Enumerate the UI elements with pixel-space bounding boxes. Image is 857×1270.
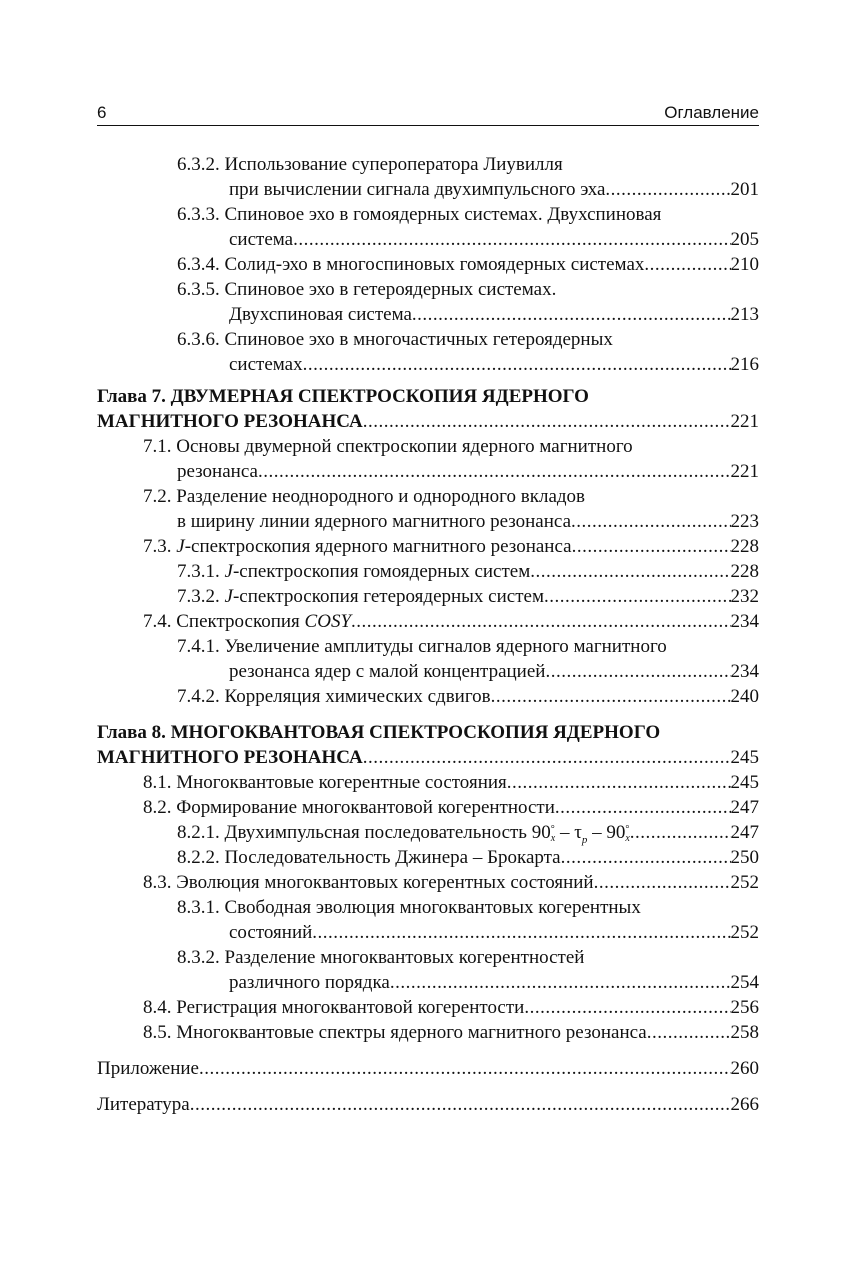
page-number: 6 [97, 103, 107, 122]
toc-entry-8-4[interactable] [97, 995, 759, 1020]
toc-page-number: 250 [730, 847, 759, 868]
toc-entry-8-1[interactable] [97, 770, 759, 795]
toc-entry-title: Спиновое эхо в гомоядерных системах. Двухспиновая [224, 204, 662, 225]
toc-entry-number: 7.4.2. [177, 686, 220, 707]
toc-entry-7-4-1[interactable] [97, 634, 759, 659]
leader-dots [303, 352, 731, 377]
toc-page-number: 240 [730, 686, 759, 707]
toc-page-number: 216 [730, 354, 759, 375]
toc-entry-number: 7.4.1. [177, 636, 220, 657]
toc-entry-7-2-cont[interactable] [97, 509, 759, 534]
toc-page-number: 245 [730, 747, 759, 768]
leader-dots [555, 795, 731, 820]
toc-page-number: 228 [730, 536, 759, 557]
subscript-x: x [550, 832, 556, 844]
toc-entry-8-3-2-cont[interactable] [97, 970, 759, 995]
toc-entry-title: системах [229, 354, 303, 375]
j-symbol: J [224, 586, 233, 607]
toc-entry-6-3-6[interactable] [97, 327, 759, 352]
toc-chapter-8[interactable] [97, 720, 759, 745]
chapter-title: Глава 7. ДВУМЕРНАЯ СПЕКТРОСКОПИЯ ЯДЕРНОГО [97, 386, 589, 407]
pulse-sequence: – 90 [587, 822, 626, 843]
toc-page-number: 223 [730, 511, 759, 532]
toc-entry-title: состояний [229, 922, 313, 943]
toc-entry-6-3-3-cont[interactable] [97, 227, 759, 252]
toc-page-number: 266 [730, 1094, 759, 1115]
toc-entry-title: Спиновое эхо в многочастичных гетероядерных [224, 329, 613, 350]
degree-mark: ° [625, 823, 630, 835]
toc-entry-title: -спектроскопия ядерного магнитного резонанса [184, 536, 572, 557]
toc-entry-title: Использование супероператора Лиувилля [224, 154, 563, 175]
toc-entry-number: 7.4. [143, 611, 172, 632]
subscript-p: p [581, 833, 588, 846]
toc-page-number: 234 [730, 661, 759, 682]
toc-page-number: 221 [730, 461, 759, 482]
toc-page-number: 201 [730, 179, 759, 200]
leader-dots [647, 1020, 731, 1045]
toc-entry-title: -спектроскопия гомоядерных систем [232, 561, 531, 582]
j-symbol: J [224, 561, 233, 582]
toc-entry-title: Основы двумерной спектроскопии ядерного магнитного [176, 436, 633, 457]
toc-entry-title: Солид-эхо в многоспиновых гомоядерных системах [224, 254, 645, 275]
toc-entry-title: Двухимпульсная последовательность 90 [224, 822, 551, 843]
degree-mark: ° [550, 823, 555, 835]
leader-dots [390, 970, 731, 995]
toc-entry-title: Многоквантовые когерентные состояния [176, 772, 507, 793]
toc-entry-title: Литература [97, 1094, 190, 1115]
toc-entry-number: 7.3.1. [177, 561, 220, 582]
toc-entry-6-3-4[interactable] [97, 252, 759, 277]
toc-entry-7-3-1[interactable] [97, 559, 759, 584]
toc-entry-title: резонанса [177, 461, 258, 482]
toc-entry-number: 8.3. [143, 872, 172, 893]
toc-entry-number: 7.1. [143, 436, 172, 457]
toc-entry-6-3-2[interactable] [97, 152, 759, 177]
leader-dots [312, 920, 730, 945]
toc-entry-number: 7.3. [143, 536, 172, 557]
toc-entry-6-3-5[interactable] [97, 277, 759, 302]
toc-entry-title: Разделение неоднородного и однородного вкладов [176, 486, 586, 507]
toc-entry-number: 6.3.2. [177, 154, 220, 175]
toc-entry-title: Корреляция химических сдвигов [224, 686, 491, 707]
leader-dots [572, 534, 731, 559]
toc-entry-title: система [229, 229, 294, 250]
toc-entry-7-1-cont[interactable] [97, 459, 759, 484]
cosy-label: COSY [304, 611, 352, 632]
toc-page-number: 258 [730, 1022, 759, 1043]
toc-page-number: 260 [730, 1058, 759, 1079]
toc-entry-8-5[interactable] [97, 1020, 759, 1045]
toc-entry-6-3-5-cont[interactable] [97, 302, 759, 327]
toc-page-number: 213 [730, 304, 759, 325]
toc-page-number: 221 [730, 411, 759, 432]
toc-page-number: 234 [730, 611, 759, 632]
toc-page-number: 252 [730, 872, 759, 893]
toc-entry-7-4-2[interactable] [97, 684, 759, 709]
toc-entry-number: 6.3.5. [177, 279, 220, 300]
toc-entry-number: 6.3.6. [177, 329, 220, 350]
toc-entry-7-1[interactable] [97, 434, 759, 459]
toc-entry-number: 6.3.3. [177, 204, 220, 225]
leader-dots [630, 820, 731, 845]
toc-entry-literature[interactable] [97, 1092, 759, 1117]
toc-page-number: 247 [730, 822, 759, 843]
toc-entry-8-3[interactable] [97, 870, 759, 895]
toc-entry-7-3-2[interactable] [97, 584, 759, 609]
toc-chapter-8-cont[interactable] [97, 745, 759, 770]
toc-entry-6-3-2-cont[interactable] [97, 177, 759, 202]
toc-entry-title: в ширину линии ядерного магнитного резонанса [177, 511, 572, 532]
toc-page-number: 245 [730, 772, 759, 793]
leader-dots [644, 252, 730, 277]
toc-entry-title: различного порядка [229, 972, 390, 993]
toc-entry-number: 6.3.4. [177, 254, 220, 275]
subscript-x: x [625, 832, 630, 844]
toc-entry-number: 7.2. [143, 486, 172, 507]
toc-entry-number: 8.3.2. [177, 947, 220, 968]
toc-entry-number: 8.2. [143, 797, 172, 818]
toc-entry-title: Спиновое эхо в гетероядерных системах. [224, 279, 557, 300]
toc-entry-title: Разделение многоквантовых когерентностей [224, 947, 585, 968]
toc-entry-title: Регистрация многоквантовой когерентости [176, 997, 525, 1018]
toc-entry-8-2-2[interactable] [97, 845, 759, 870]
toc-entry-title: Спектроскопия [176, 611, 300, 632]
leader-dots [363, 409, 731, 434]
leader-dots [507, 770, 731, 795]
leader-dots [363, 745, 731, 770]
toc-page-number: 247 [730, 797, 759, 818]
toc-entry-number: 8.3.1. [177, 897, 220, 918]
spacer [97, 377, 759, 384]
spacer [97, 709, 759, 720]
toc-page-number: 205 [730, 229, 759, 250]
toc-entry-title: Последовательность Джинера – Брокарта [224, 847, 561, 868]
leader-dots [351, 609, 730, 634]
toc-entry-title: -спектроскопия гетероядерных систем [232, 586, 544, 607]
toc-entry-7-4[interactable] [97, 609, 759, 634]
toc-entry-title: Увеличение амплитуды сигналов ядерного магнитного [224, 636, 667, 657]
chapter-title: МАГНИТНОГО РЕЗОНАНСА [97, 747, 363, 768]
leader-dots [561, 845, 731, 870]
leader-dots [258, 459, 731, 484]
toc-chapter-7[interactable] [97, 384, 759, 409]
toc-entry-6-3-3[interactable] [97, 202, 759, 227]
toc-page-number: 210 [730, 254, 759, 275]
toc-entry-number: 8.5. [143, 1022, 172, 1043]
leader-dots [190, 1092, 731, 1117]
toc-page-number: 254 [730, 972, 759, 993]
toc-page-number: 252 [730, 922, 759, 943]
leader-dots [199, 1056, 731, 1081]
spacer [97, 1045, 759, 1056]
chapter-title: Глава 8. МНОГОКВАНТОВАЯ СПЕКТРОСКОПИЯ ЯДЕРНОГО [97, 722, 661, 743]
toc-page-number: 232 [730, 586, 759, 607]
toc-entry-number: 7.3.2. [177, 586, 220, 607]
toc-entry-8-3-2[interactable] [97, 945, 759, 970]
leader-dots [545, 659, 730, 684]
leader-dots [605, 177, 730, 202]
toc-entry-7-2[interactable] [97, 484, 759, 509]
toc-entry-title: Приложение [97, 1058, 199, 1079]
leader-dots [530, 559, 730, 584]
toc-entry-8-3-1-cont[interactable] [97, 920, 759, 945]
toc-entry-title: резонанса ядер с малой концентрацией [229, 661, 546, 682]
toc-entry-title: Свободная эволюция многоквантовых когерентных [224, 897, 641, 918]
leader-dots [571, 509, 730, 534]
toc-entry-number: 8.2.2. [177, 847, 220, 868]
toc-entry-title: при вычислении сигнала двухимпульсного эха [229, 179, 606, 200]
leader-dots [594, 870, 731, 895]
leader-dots [412, 302, 731, 327]
toc-entry-6-3-6-cont[interactable] [97, 352, 759, 377]
table-of-contents [97, 152, 759, 1117]
toc-entry-title: Формирование многоквантовой когерентности [176, 797, 555, 818]
toc-entry-8-2-1[interactable] [97, 820, 759, 845]
j-symbol: J [176, 536, 185, 557]
leader-dots [293, 227, 730, 252]
toc-entry-appendix[interactable] [97, 1056, 759, 1081]
toc-entry-title: Эволюция многоквантовых когерентных состояний [176, 872, 594, 893]
toc-entry-title: Двухспиновая система [229, 304, 412, 325]
toc-entry-number: 8.1. [143, 772, 172, 793]
toc-entry-8-2[interactable] [97, 795, 759, 820]
leader-dots [491, 684, 731, 709]
leader-dots [544, 584, 731, 609]
chapter-title: МАГНИТНОГО РЕЗОНАНСА [97, 411, 363, 432]
pulse-sequence: – τ [555, 822, 582, 843]
toc-entry-7-3[interactable] [97, 534, 759, 559]
toc-entry-title: Многоквантовые спектры ядерного магнитного резонанса [176, 1022, 647, 1043]
toc-entry-number: 8.4. [143, 997, 172, 1018]
toc-page-number: 228 [730, 561, 759, 582]
toc-entry-8-3-1[interactable] [97, 895, 759, 920]
toc-entry-number: 8.2.1. [177, 822, 220, 843]
toc-page-number: 256 [730, 997, 759, 1018]
toc-entry-7-4-1-cont[interactable] [97, 659, 759, 684]
spacer [97, 1081, 759, 1092]
running-title: Оглавление [664, 103, 759, 122]
leader-dots [524, 995, 730, 1020]
running-header [97, 103, 759, 126]
toc-chapter-7-cont[interactable] [97, 409, 759, 434]
